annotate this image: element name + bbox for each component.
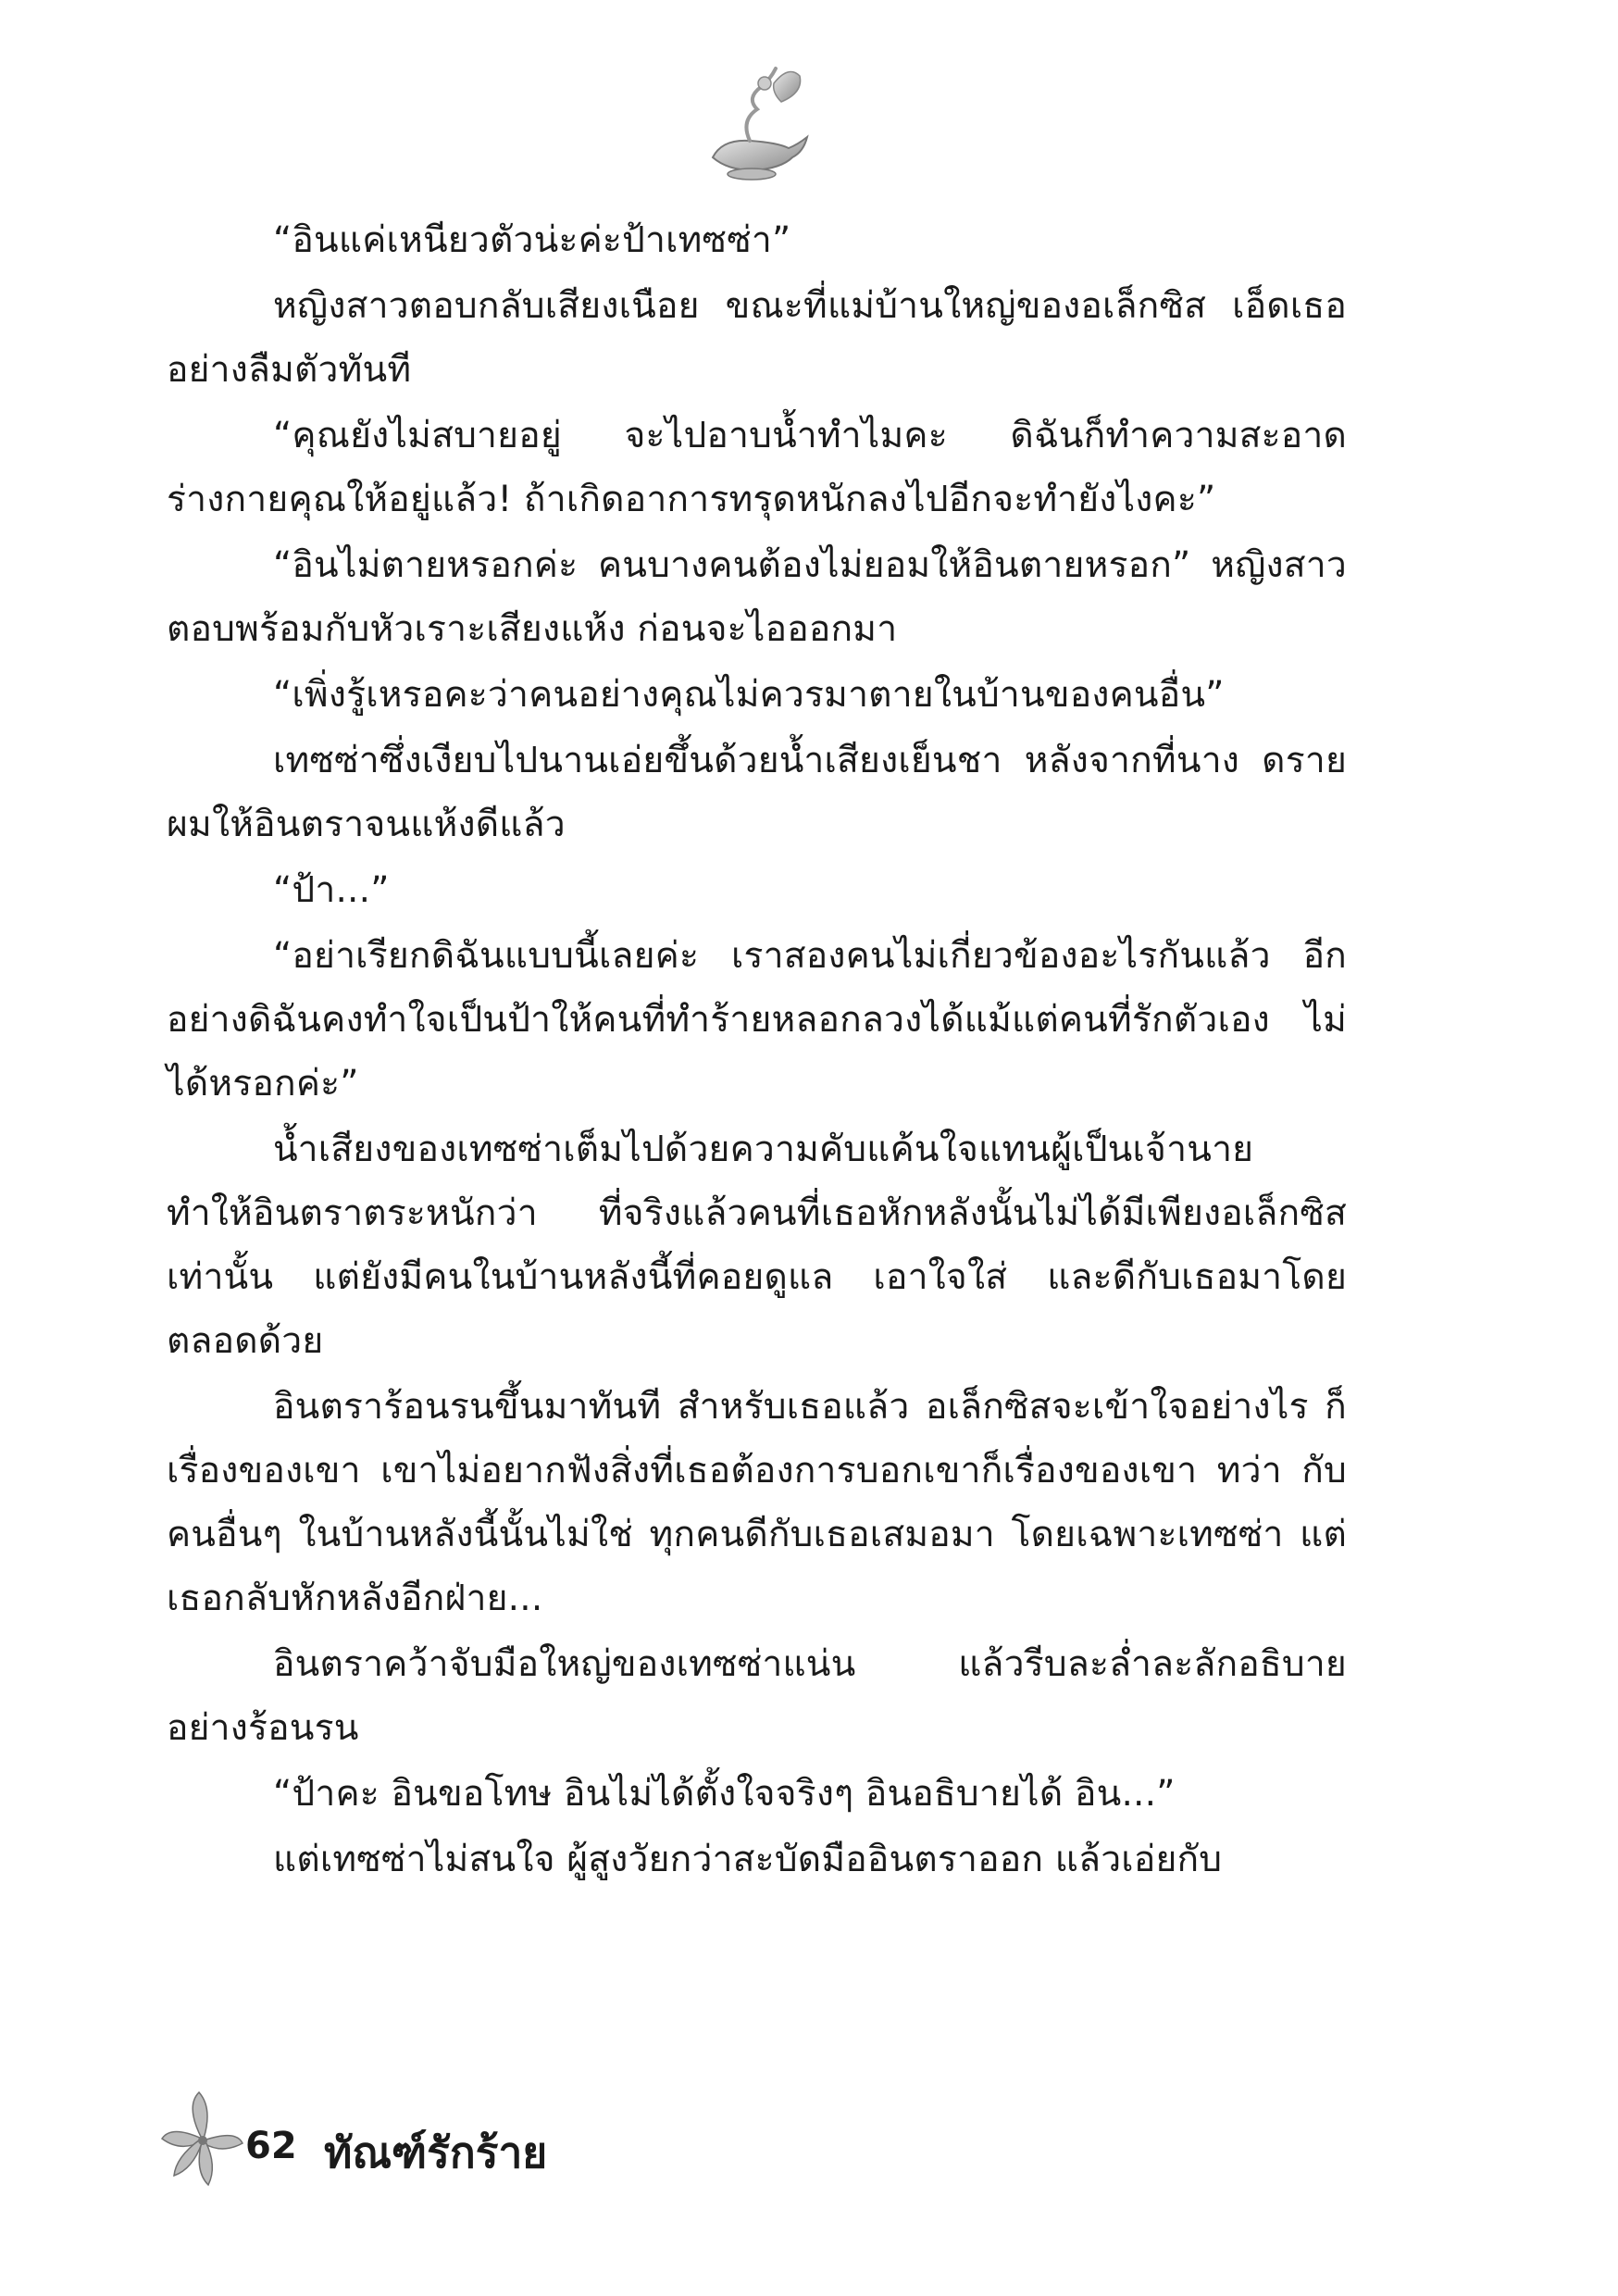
genie-lamp-icon: [685, 56, 824, 194]
paragraph: อินตราคว้าจับมือใหญ่ของเทซซ่าแน่น แล้วรีบละล่ำละลักอธิบาย อย่างร้อนรน: [167, 1643, 1347, 1749]
paragraph: แต่เทซซ่าไม่สนใจ ผู้สูงวัยกว่าสะบัดมืออินตราออก แล้วเอ่ยกับ: [273, 1839, 1223, 1880]
paragraph: “เพิ่งรู้เหรอคะว่าคนอย่างคุณไม่ควรมาตายในบ้านของคนอื่น”: [273, 674, 1225, 716]
paragraph: น้ำเสียงของเทซซ่าเต็มไปด้วยความคับแค้นใจแทนผู้เป็นเจ้านาย ทำให้อินตราตระหนักว่า ที่จริงแล้วคนที่เธอหักหลังนั้นไม่ได้มีเพียงอเล็กซิส เท่านั้น แต่ยังมีคนในบ้านหลังนี้ที่คอยดูแล เอาใจใส่ และดีกับเธอมาโดย ตลอดด้วย: [167, 1129, 1347, 1362]
paragraph: “อย่าเรียกดิฉันแบบนี้เลยค่ะ เราสองคนไม่เกี่ยวข้องอะไรกันแล้ว อีกอย่างดิฉันคงทำใจเป็นป้าให้คนที่ทำร้ายหลอกลวงได้แม้แต่คนที่รักตัวเอง ไม่ได้หรอกค่ะ”: [167, 935, 1347, 1104]
paragraph: “อินแค่เหนียวตัวน่ะค่ะป้าเทซซ่า”: [273, 219, 791, 261]
lily-flower-icon: [157, 2088, 245, 2190]
paragraph: “คุณยังไม่สบายอยู่ จะไปอาบน้ำทำไมคะ ดิฉันก็ทำความสะอาด ร่างกายคุณให้อยู่แล้ว! ถ้าเกิดอาการทรุดหนักลงไปอีกจะทำยังไงคะ”: [167, 415, 1347, 520]
paragraph: หญิงสาวตอบกลับเสียงเนือย ขณะที่แม่บ้านใหญ่ของอเล็กซิส เอ็ดเธออย่างลืมตัวทันที: [167, 285, 1347, 391]
page-footer: [157, 2088, 805, 2190]
paragraph: “อินไม่ตายหรอกค่ะ คนบางคนต้องไม่ยอมให้อินตายหรอก” หญิงสาวตอบพร้อมกับหัวเราะเสียงแห้ง ก่อนจะไอออกมา: [167, 544, 1347, 650]
paragraph: อินตราร้อนรนขึ้นมาทันที สำหรับเธอแล้ว อเล็กซิสจะเข้าใจอย่างไร ก็เรื่องของเขา เขาไม่อยากฟังสิ่งที่เธอต้องการบอกเขาก็เรื่องของเขา ทว่า กับคนอื่นๆ ในบ้านหลังนี้นั้นไม่ใช่ ทุกคนดีกับเธอเสมอมา โดยเฉพาะเทซซ่า แต่เธอกลับหักหลังอีกฝ่าย...: [167, 1386, 1347, 1619]
paragraph: “ป้า...”: [273, 869, 390, 911]
paragraph: “ป้าคะ อินขอโทษ อินไม่ได้ตั้งใจจริงๆ อินอธิบายได้ อิน...”: [273, 1773, 1176, 1815]
page-number: 62: [245, 2125, 297, 2167]
paragraph: เทซซ่าซึ่งเงียบไปนานเอ่ยขึ้นด้วยน้ำเสียงเย็นชา หลังจากที่นาง ดรายผมให้อินตราจนแห้งดีแล้ว: [167, 740, 1347, 845]
book-title: ทัณฑ์รักร้าย: [324, 2128, 548, 2177]
body-text: [167, 208, 1347, 1893]
